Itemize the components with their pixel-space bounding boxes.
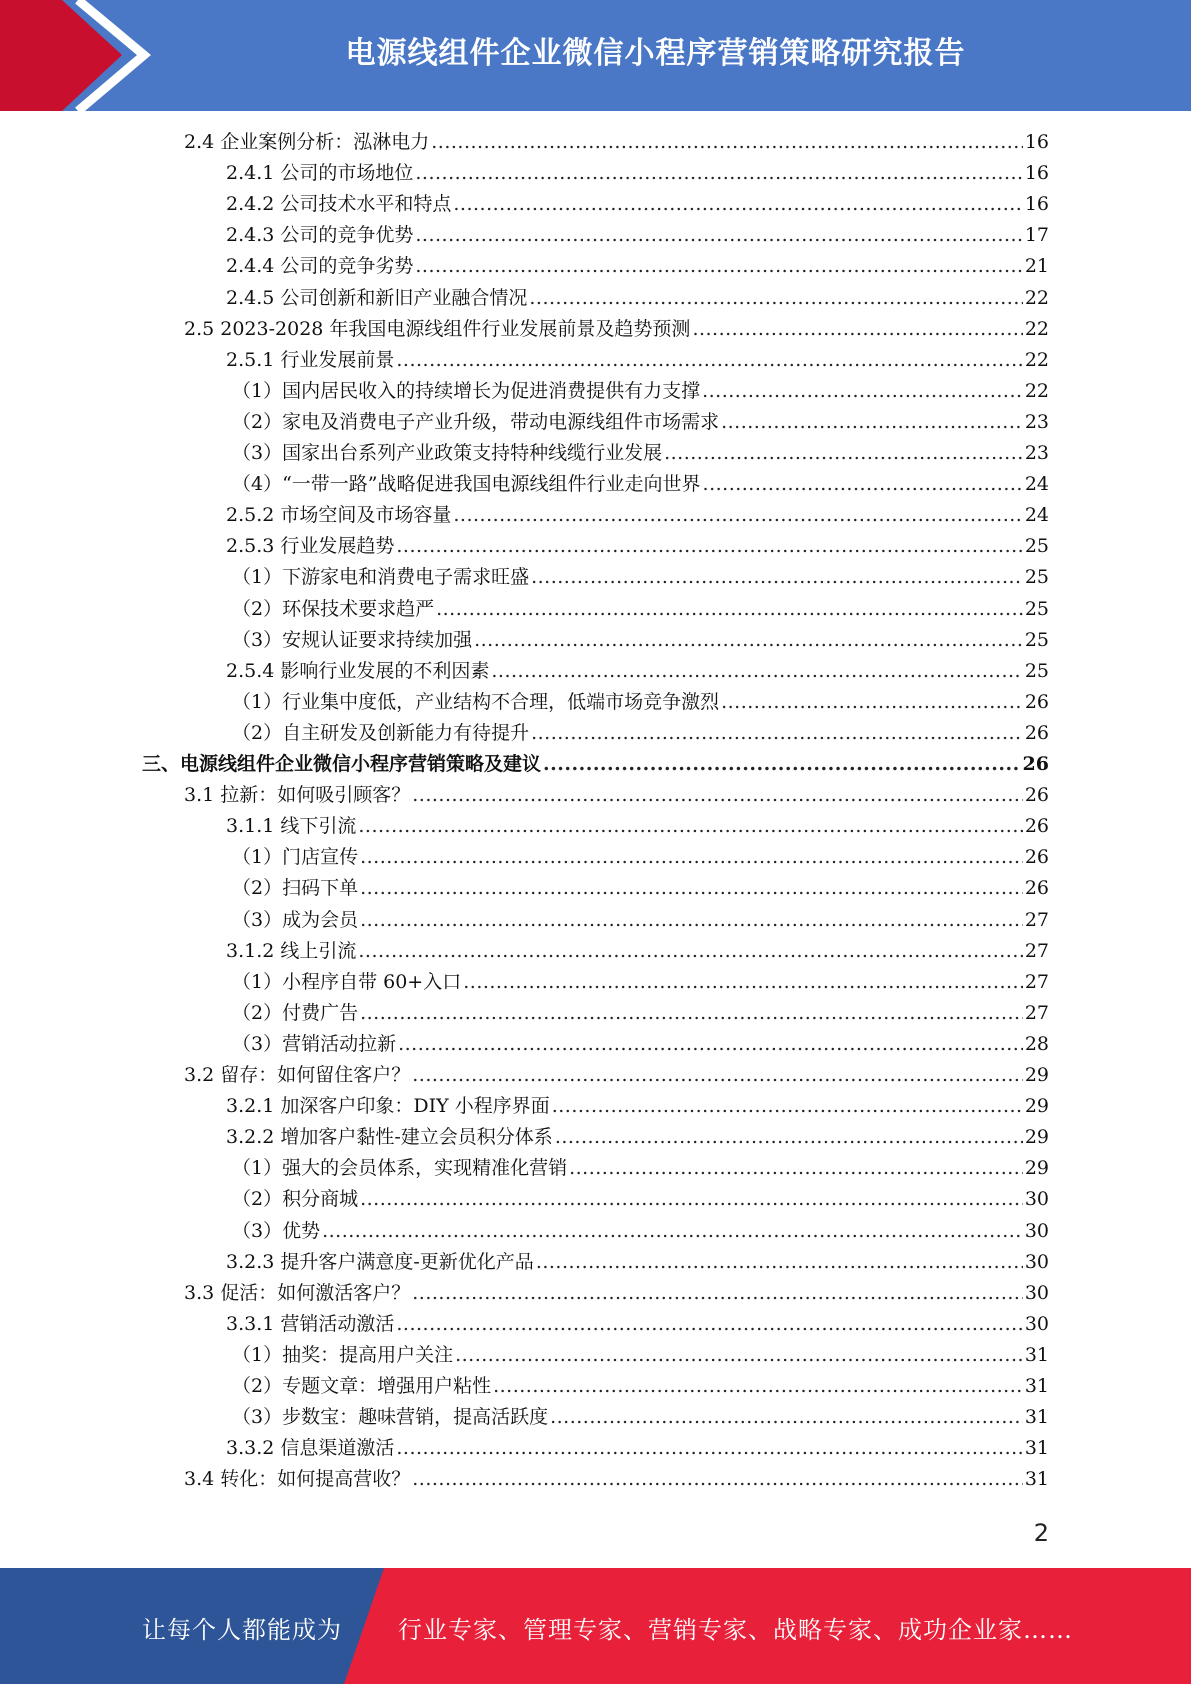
toc-entry-label: 3.3.1 营销活动激活	[226, 1313, 395, 1335]
toc-entry-label: （1）抽奖：提高用户关注	[232, 1344, 454, 1366]
toc-entry-label: 2.5.4 影响行业发展的不利因素	[226, 660, 490, 682]
toc-entry-page: 25	[1024, 660, 1049, 682]
toc-entry[interactable]	[232, 1153, 1049, 1184]
toc-entry-label: 2.5.3 行业发展趋势	[226, 535, 395, 557]
toc-entry-label: 3.4 转化：如何提高营收？	[184, 1468, 411, 1490]
toc-entry-label: 3.2.1 加深客户印象：DIY 小程序界面	[226, 1095, 550, 1117]
toc-entry[interactable]	[226, 656, 1049, 687]
toc-dot-leader	[555, 1122, 1023, 1153]
toc-entry-page: 26	[1024, 691, 1049, 713]
toc-entry[interactable]	[232, 376, 1049, 407]
toc-entry-label: （2）专题文章：增强用户粘性	[232, 1375, 492, 1397]
toc-entry-page: 29	[1024, 1064, 1049, 1086]
toc-entry-label: 3.3 促活：如何激活客户？	[184, 1282, 411, 1304]
toc-entry[interactable]	[226, 1433, 1049, 1464]
toc-dot-leader	[358, 936, 1022, 967]
toc-entry[interactable]	[184, 314, 1049, 345]
toc-entry-page: 30	[1024, 1188, 1049, 1210]
toc-entry-label: 2.5 2023-2028 年我国电源线组件行业发展前景及趋势预测	[184, 318, 691, 340]
toc-dot-leader	[360, 998, 1023, 1029]
toc-entry-label: （1）强大的会员体系，实现精准化营销	[232, 1157, 568, 1179]
toc-entry[interactable]	[232, 1402, 1049, 1433]
toc-entry-page: 30	[1024, 1282, 1049, 1304]
toc-entry-label: 三、电源线组件企业微信小程序营销策略及建议	[142, 753, 542, 775]
toc-entry[interactable]	[226, 531, 1049, 562]
toc-entry-page: 26	[1024, 722, 1049, 744]
toc-dot-leader	[396, 531, 1022, 562]
toc-entry-label: （2）自主研发及创新能力有待提升	[232, 722, 530, 744]
toc-entry[interactable]	[184, 1278, 1049, 1309]
toc-entry[interactable]	[232, 905, 1049, 936]
toc-dot-leader	[412, 1464, 1023, 1495]
toc-entry-label: （2）家电及消费电子产业升级，带动电源线组件市场需求	[232, 411, 720, 433]
toc-dot-leader	[360, 842, 1023, 873]
toc-dot-leader	[412, 1278, 1023, 1309]
toc-dot-leader	[453, 500, 1022, 531]
toc-entry-label: 2.5.1 行业发展前景	[226, 349, 395, 371]
toc-entry-page: 24	[1024, 504, 1049, 526]
toc-entry-page: 22	[1024, 380, 1049, 402]
toc-entry[interactable]	[232, 438, 1049, 469]
toc-entry[interactable]	[232, 469, 1049, 500]
toc-entry[interactable]	[232, 967, 1049, 998]
toc-entry[interactable]	[232, 1184, 1049, 1215]
toc-entry-page: 25	[1024, 566, 1049, 588]
toc-dot-leader	[398, 1029, 1023, 1060]
footer-slogan-left: 让每个人都能成为	[142, 1616, 342, 1644]
toc-dot-leader	[531, 562, 1023, 593]
toc-entry[interactable]	[232, 1216, 1049, 1247]
toc-entry-page: 16	[1024, 162, 1049, 184]
toc-entry-label: 2.4.3 公司的竞争优势	[226, 224, 414, 246]
toc-entry-label: （3）步数宝：趣味营销，提高活跃度	[232, 1406, 549, 1428]
toc-entry-page: 24	[1024, 473, 1049, 495]
toc-entry-label: 3.3.2 信息渠道激活	[226, 1437, 395, 1459]
page-header	[0, 0, 1191, 111]
toc-entry-label: （1）行业集中度低，产业结构不合理，低端市场竞争激烈	[232, 691, 720, 713]
toc-dot-leader	[415, 158, 1022, 189]
toc-entry-label: （2）环保技术要求趋严	[232, 598, 435, 620]
toc-dot-leader	[529, 283, 1022, 314]
toc-dot-leader	[396, 1309, 1022, 1340]
page-number: 2	[1033, 1519, 1049, 1547]
toc-entry-page: 28	[1024, 1033, 1049, 1055]
toc-entry[interactable]	[226, 158, 1049, 189]
toc-entry-label: 3.1 拉新：如何吸引顾客？	[184, 784, 411, 806]
toc-entry[interactable]	[184, 127, 1049, 158]
toc-dot-leader	[396, 345, 1022, 376]
toc-entry-page: 25	[1024, 535, 1049, 557]
toc-dot-leader	[536, 1247, 1023, 1278]
toc-entry-label: 2.4 企业案例分析：泓淋电力	[184, 131, 430, 153]
toc-entry-label: （1）小程序自带 60+入口	[232, 971, 462, 993]
toc-entry-page: 26	[1024, 815, 1049, 837]
toc-dot-leader	[550, 1402, 1023, 1433]
toc-entry[interactable]	[232, 1371, 1049, 1402]
toc-entry-page: 26	[1024, 877, 1049, 899]
toc-entry[interactable]	[232, 718, 1049, 749]
toc-entry[interactable]	[184, 1060, 1049, 1091]
toc-entry[interactable]	[232, 998, 1049, 1029]
toc-dot-leader	[455, 1340, 1023, 1371]
toc-entry-page: 22	[1024, 287, 1049, 309]
toc-entry-page: 26	[1024, 784, 1049, 806]
toc-entry-label: 2.4.5 公司创新和新旧产业融合情况	[226, 287, 528, 309]
toc-entry-page: 17	[1024, 224, 1049, 246]
toc-dot-leader	[360, 873, 1023, 904]
toc-entry[interactable]	[226, 811, 1049, 842]
toc-entry-label: （3）国家出台系列产业政策支持特种线缆行业发展	[232, 442, 663, 464]
toc-entry-page: 29	[1024, 1095, 1049, 1117]
toc-dot-leader	[543, 749, 1021, 780]
toc-dot-leader	[360, 905, 1023, 936]
toc-entry-label: （2）付费广告	[232, 1002, 359, 1024]
toc-entry-page: 26	[1024, 846, 1049, 868]
toc-dot-leader	[415, 251, 1022, 282]
toc-entry-page: 30	[1024, 1220, 1049, 1242]
toc-entry-page: 29	[1024, 1126, 1049, 1148]
toc-entry-label: （3）成为会员	[232, 909, 359, 931]
toc-entry[interactable]	[232, 407, 1049, 438]
toc-dot-leader	[412, 1060, 1023, 1091]
toc-dot-leader	[415, 220, 1022, 251]
toc-dot-leader	[703, 469, 1023, 500]
toc-dot-leader	[721, 407, 1023, 438]
toc-dot-leader	[531, 718, 1023, 749]
toc-entry-page: 31	[1024, 1344, 1049, 1366]
toc-entry-page: 30	[1024, 1313, 1049, 1335]
toc-entry-label: （4）“一带一路”战略促进我国电源线组件行业走向世界	[232, 473, 701, 495]
toc-dot-leader	[692, 314, 1022, 345]
page-footer	[0, 1568, 1191, 1684]
toc-entry-page: 31	[1024, 1468, 1049, 1490]
toc-entry[interactable]	[232, 562, 1049, 593]
toc-dot-leader	[493, 1371, 1023, 1402]
toc-entry-page: 23	[1024, 411, 1049, 433]
toc-entry-page: 25	[1024, 598, 1049, 620]
toc-entry-label: 2.5.2 市场空间及市场容量	[226, 504, 452, 526]
toc-entry-label: （1）下游家电和消费电子需求旺盛	[232, 566, 530, 588]
toc-entry[interactable]	[226, 251, 1049, 282]
toc-dot-leader	[322, 1216, 1023, 1247]
toc-entry-label: 3.2.3 提升客户满意度-更新优化产品	[226, 1251, 534, 1273]
toc-entry[interactable]	[184, 1464, 1049, 1495]
toc-entry[interactable]	[226, 500, 1049, 531]
toc-entry-page: 16	[1024, 193, 1049, 215]
toc-entry[interactable]	[232, 625, 1049, 656]
toc-entry-page: 27	[1024, 1002, 1049, 1024]
toc-entry-page: 25	[1024, 629, 1049, 651]
toc-entry-label: （1）国内居民收入的持续增长为促进消费提供有力支撑	[232, 380, 701, 402]
toc-entry-page: 27	[1024, 940, 1049, 962]
toc-dot-leader	[360, 1184, 1023, 1215]
toc-dot-leader	[412, 780, 1023, 811]
toc-entry-label: （2）积分商城	[232, 1188, 359, 1210]
toc-entry[interactable]	[232, 1340, 1049, 1371]
toc-dot-leader	[396, 1433, 1022, 1464]
toc-dot-leader	[463, 967, 1023, 998]
toc-entry-label: 2.4.2 公司技术水平和特点	[226, 193, 452, 215]
toc-entry[interactable]	[232, 1029, 1049, 1060]
toc-entry-page: 29	[1024, 1157, 1049, 1179]
toc-dot-leader	[358, 811, 1022, 842]
toc-entry-label: 2.4.4 公司的竞争劣势	[226, 255, 414, 277]
toc-entry[interactable]	[142, 749, 1049, 780]
toc-dot-leader	[436, 594, 1023, 625]
toc-entry[interactable]	[226, 1309, 1049, 1340]
toc-entry[interactable]	[226, 1247, 1049, 1278]
toc-entry[interactable]	[226, 936, 1049, 967]
toc-entry-page: 16	[1024, 131, 1049, 153]
toc-entry-label: 3.1.1 线下引流	[226, 815, 357, 837]
toc-entry[interactable]	[184, 780, 1049, 811]
toc-entry-page: 31	[1024, 1437, 1049, 1459]
toc-entry[interactable]	[226, 345, 1049, 376]
toc-entry-page: 23	[1024, 442, 1049, 464]
toc-entry-label: （3）优势	[232, 1220, 321, 1242]
toc-dot-leader	[721, 687, 1023, 718]
toc-entry-label: （3）营销活动拉新	[232, 1033, 397, 1055]
toc-entry-page: 22	[1024, 349, 1049, 371]
toc-entry-page: 22	[1024, 318, 1049, 340]
toc-entry-page: 27	[1024, 909, 1049, 931]
toc-entry-label: （3）安规认证要求持续加强	[232, 629, 473, 651]
toc-entry[interactable]	[232, 687, 1049, 718]
toc-entry-page: 26	[1022, 753, 1049, 775]
toc-dot-leader	[474, 625, 1023, 656]
toc-entry[interactable]	[226, 189, 1049, 220]
toc-entry-label: （1）门店宣传	[232, 846, 359, 868]
toc-dot-leader	[569, 1153, 1023, 1184]
toc-entry-label: 3.2.2 增加客户黏性-建立会员积分体系	[226, 1126, 553, 1148]
toc-entry-page: 31	[1024, 1375, 1049, 1397]
toc-dot-leader	[702, 376, 1023, 407]
toc-entry[interactable]	[226, 1122, 1049, 1153]
toc-entry[interactable]	[226, 283, 1049, 314]
toc-entry-page: 31	[1024, 1406, 1049, 1428]
toc-entry-label: 3.2 留存：如何留住客户？	[184, 1064, 411, 1086]
toc-dot-leader	[431, 127, 1023, 158]
toc-entry[interactable]	[226, 220, 1049, 251]
toc-entry[interactable]	[232, 594, 1049, 625]
toc-entry[interactable]	[226, 1091, 1049, 1122]
toc-entry-label: 3.1.2 线上引流	[226, 940, 357, 962]
toc-dot-leader	[491, 656, 1022, 687]
toc-entry[interactable]	[232, 873, 1049, 904]
toc-entry[interactable]	[232, 842, 1049, 873]
toc-entry-page: 21	[1024, 255, 1049, 277]
report-title: 电源线组件企业微信小程序营销策略研究报告	[345, 36, 966, 71]
toc-entry-label: （2）扫码下单	[232, 877, 359, 899]
toc-entry-page: 30	[1024, 1251, 1049, 1273]
footer-slogan-right: 行业专家、管理专家、营销专家、战略专家、成功企业家……	[398, 1616, 1073, 1644]
toc-entry-label: 2.4.1 公司的市场地位	[226, 162, 414, 184]
toc-dot-leader	[453, 189, 1022, 220]
toc-dot-leader	[664, 438, 1023, 469]
toc-dot-leader	[552, 1091, 1023, 1122]
toc-entry-page: 27	[1024, 971, 1049, 993]
